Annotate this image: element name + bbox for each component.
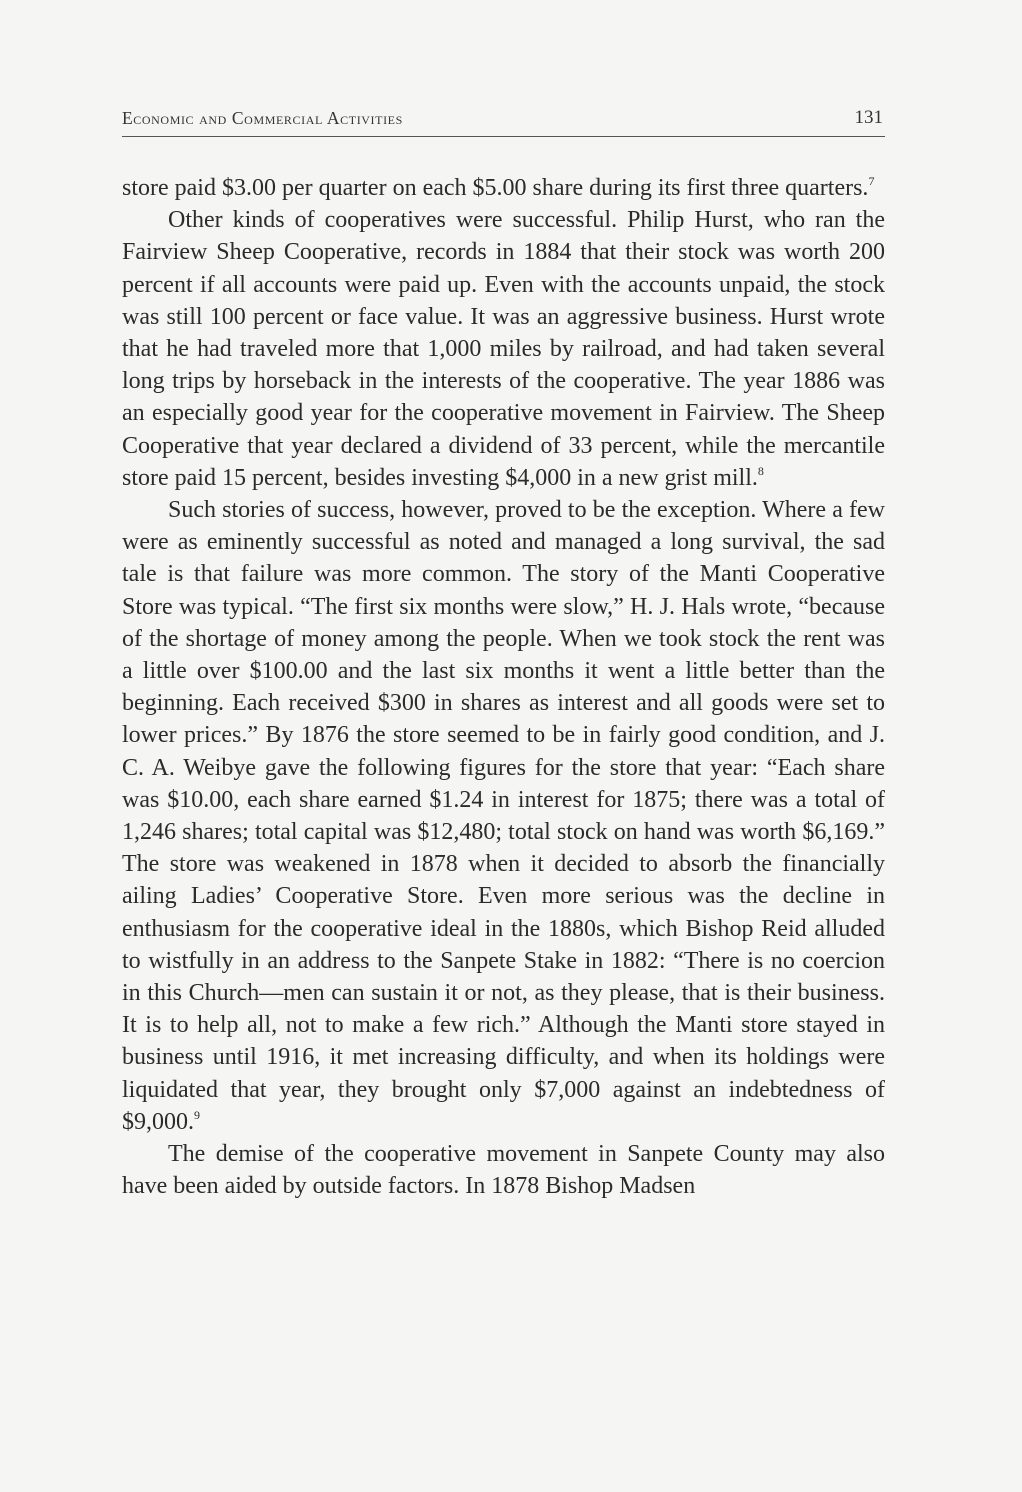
running-head: [122, 102, 885, 137]
paragraph-text: store paid $3.00 per quarter on each $5.00 share during its first three quarters.: [122, 175, 869, 201]
paragraph-text: The demise of the cooperative movement in Sanpete County may also have been aided by outside factors. In 1878 Bishop Madsen: [122, 1141, 885, 1200]
footnote-ref: 8: [757, 463, 764, 478]
page-number: 131: [854, 107, 883, 128]
paragraph-text: Such stories of success, however, proved to be the exception. Where a few were as eminently successful as noted and managed a long survival, the sad tale is that failure was more common. The story of the Manti Cooperative Store was typical. “The first six months were slow,” H. J. Hals wrote, “because of the shortage of money among the people. When we took stock the rent was a little over $100.00 and the last six months it went a little better than the beginning. Each received $300 in shares as interest and all goods were set to lower prices.” By 1876 the store seemed to be in fairly good condition, and J. C. A. Weibye gave the following figures for the store that year: “Each share was $10.00, each share earned $1.24 in interest for 1875; there was a total of 1,246 shares; total capital was $12,480; total stock on hand was worth $6,169.” The store was weakened in 1878 when it decided to absorb the financially ailing Ladies’ Cooperative Store. Even more serious was the decline in enthusiasm for the cooperative ideal in the 1880s, which Bishop Reid alluded to wistfully in an address to the Sanpete Stake in 1882: “There is no coercion in this Church—men can sustain it or not, as they please, that is their business. It is to help all, not to make a few rich.” Although the Manti store stayed in business until 1916, it met increasing difficulty, and when its holdings were liquidated that year, they brought only $7,000 against an indebtedness of $9,000.: [122, 497, 885, 1135]
paragraph: [122, 204, 885, 494]
footnote-ref: 7: [868, 174, 875, 188]
footnote-ref: 9: [194, 1107, 200, 1122]
paragraph: [122, 494, 885, 1138]
paragraph: [122, 1138, 885, 1202]
paragraph-text: Other kinds of cooperatives were successful. Philip Hurst, who ran the Fairview Sheep Cooperative, records in 1884 that their stock was worth 200 percent if all accounts were paid up. Even with the accounts unpaid, the stock was still 100 percent or face value. It was an aggressive business. Hurst wrote that he had traveled more that 1,000 miles by railroad, and had taken several long trips by horseback in the interests of the cooperative. The year 1886 was an especially good year for the cooperative movement in Fairview. The Sheep Cooperative that year declared a dividend of 33 percent, while the mercantile store paid 15 percent, besides investing $4,000 in a new grist mill.: [122, 207, 885, 491]
running-title: Economic and Commercial Activities: [122, 108, 403, 128]
body-text: [122, 172, 885, 1203]
paragraph-continuation: [122, 172, 885, 204]
